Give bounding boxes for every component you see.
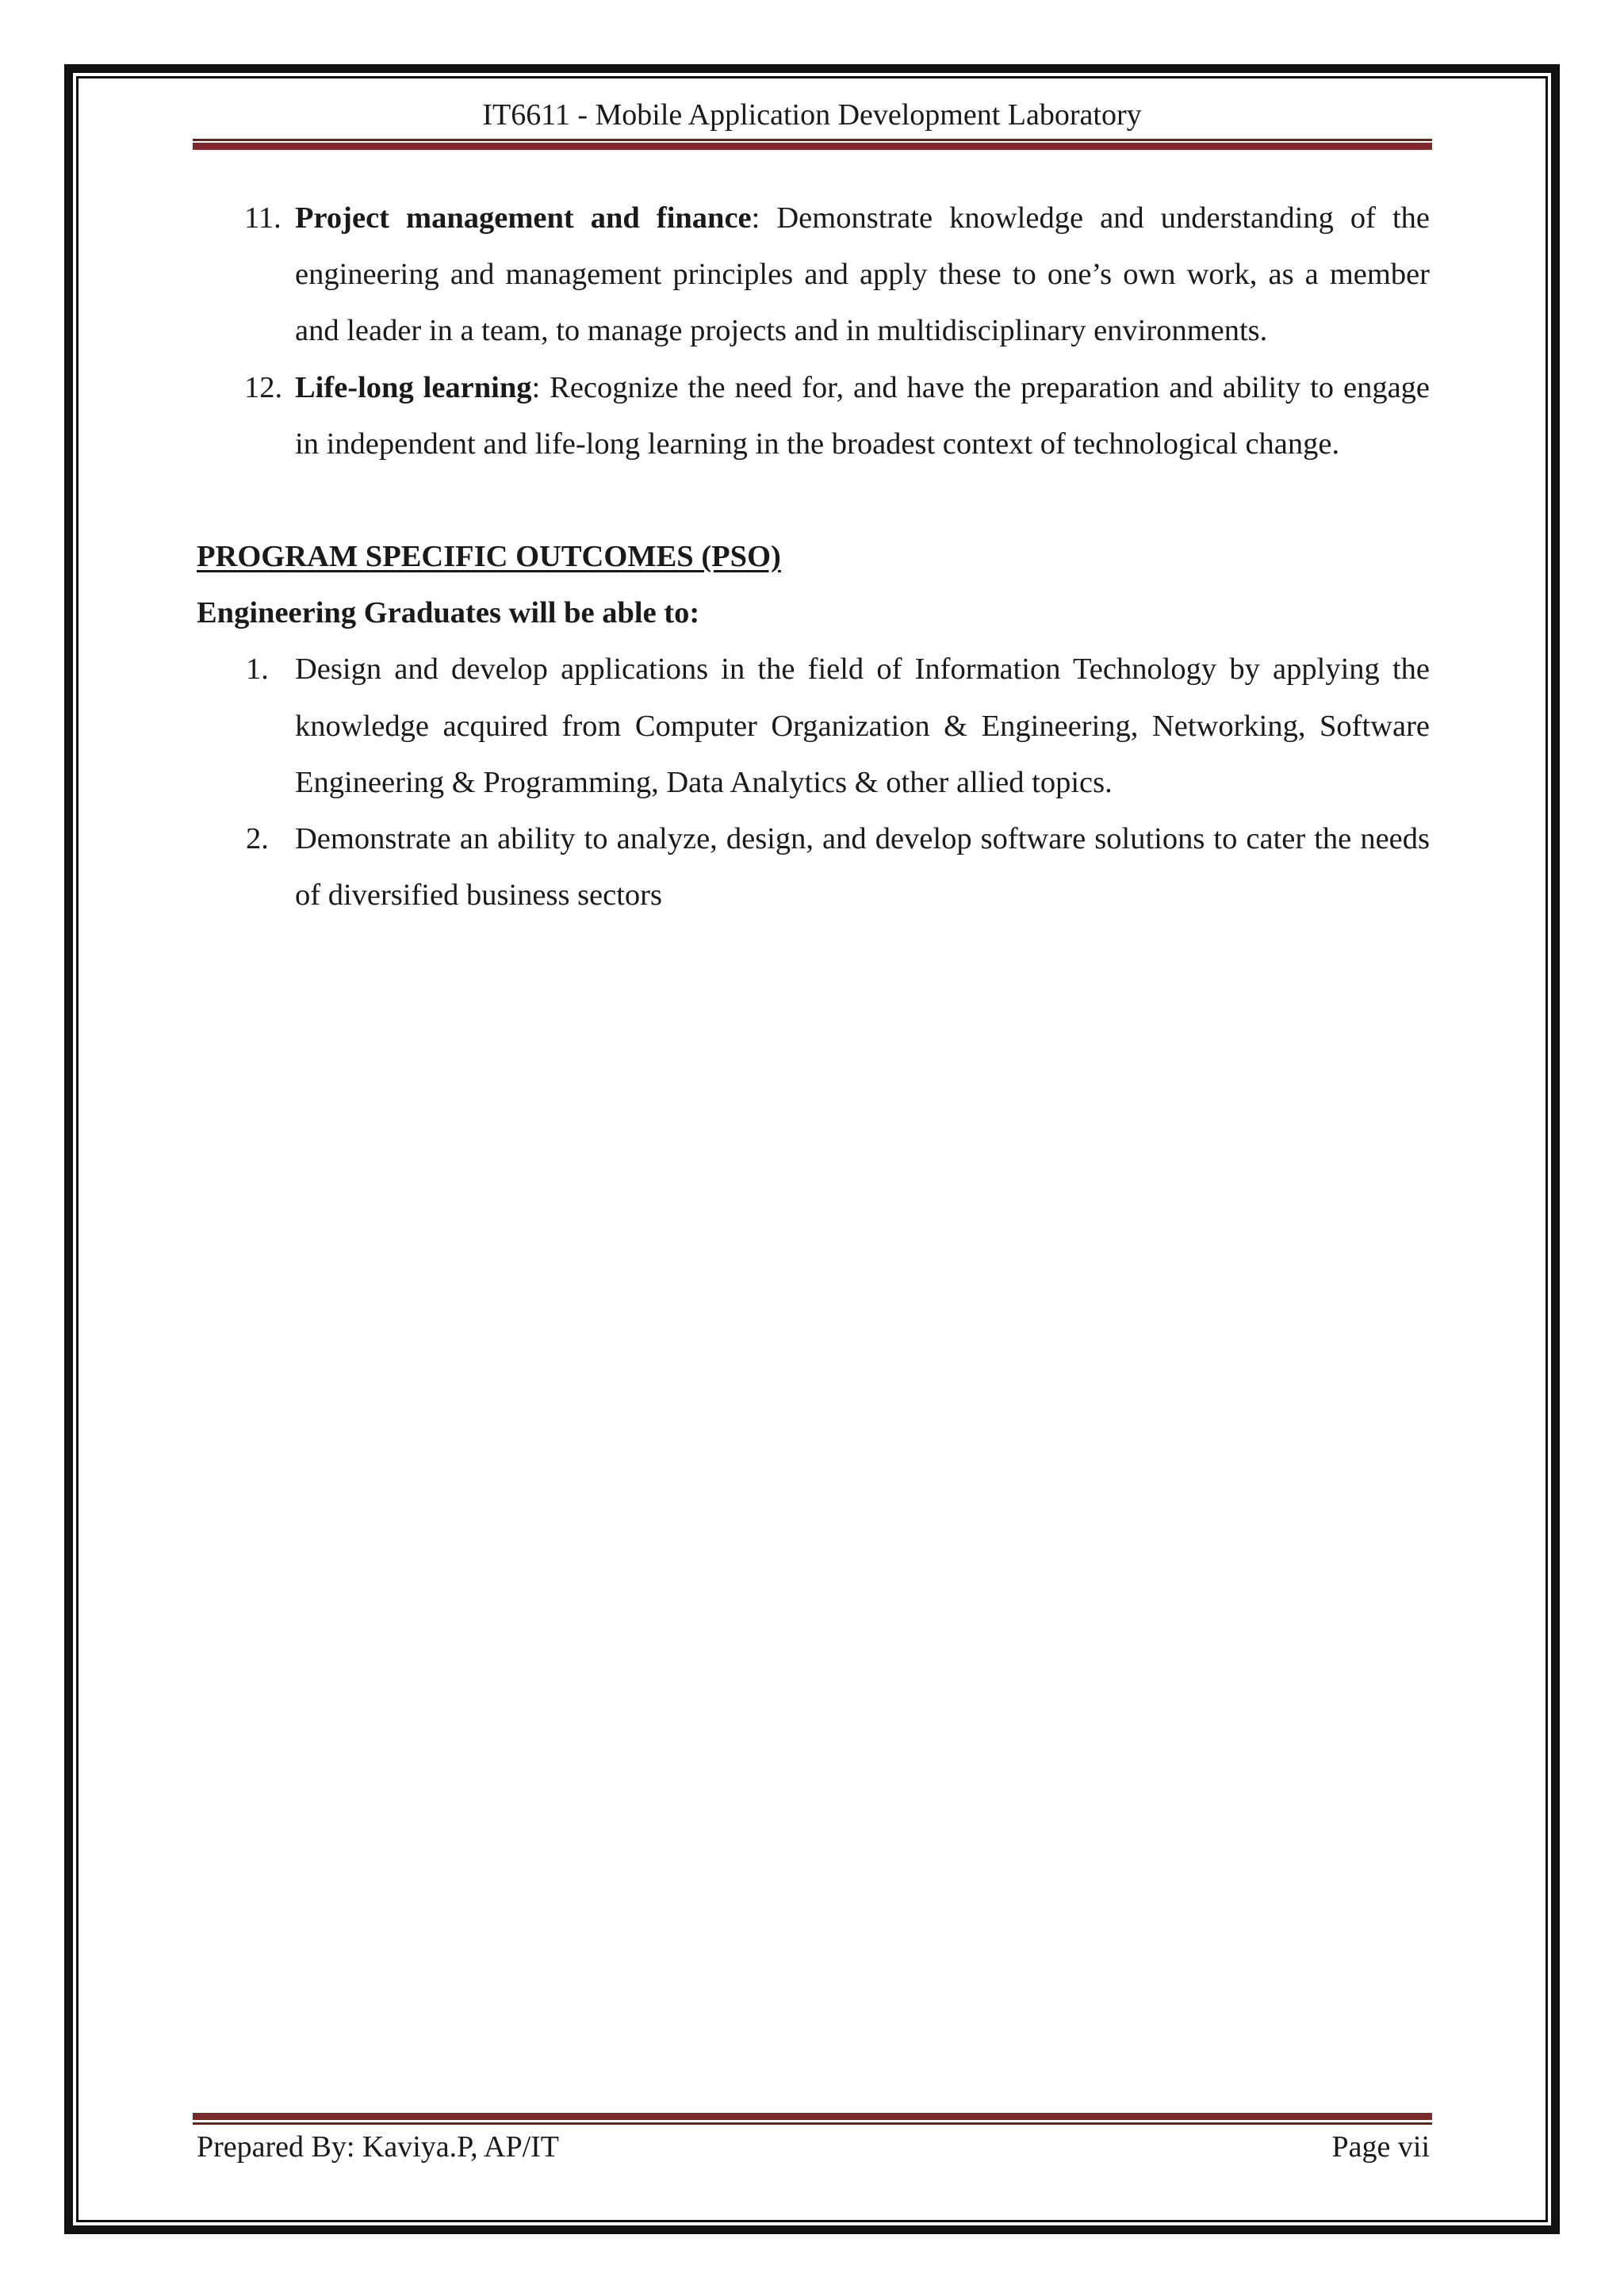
outcome-text: : Demonstrate knowledge and understanding of the engineering and management principles and apply these to one’s own work, as a member and leader in a team, to manage projects and in multidisciplinary environments. bbox=[295, 201, 1430, 348]
footer-page-number: Page vii bbox=[1331, 2130, 1430, 2164]
header-rule-thick bbox=[193, 143, 1432, 150]
pso-text: Demonstrate an ability to analyze, design, and develop software solutions to cater the needs of diversified business sectors bbox=[295, 822, 1430, 913]
outcome-item-11 bbox=[197, 190, 1430, 360]
outcome-number: 11. bbox=[244, 201, 282, 235]
footer-rule-thin bbox=[193, 2122, 1432, 2125]
outcome-text: : Recognize the need for, and have the preparation and ability to engage in independent and life-long learning in the broadest context of technological change. bbox=[295, 370, 1430, 461]
pso-text: Design and develop applications in the field of Information Technology by applying the knowledge acquired from Computer Organization & Engineering, Networking, Software Engineering & Programming, Data Analytics & other allied topics. bbox=[295, 652, 1430, 799]
outcome-title: Project management and finance bbox=[295, 201, 752, 235]
pso-number: 2. bbox=[246, 822, 269, 856]
header-rule-thin bbox=[193, 139, 1432, 141]
outcome-item-12 bbox=[197, 360, 1430, 473]
header-title: IT6611 - Mobile Application Development Laboratory bbox=[482, 98, 1142, 132]
outcome-number: 12. bbox=[244, 370, 283, 404]
footer-prepared-by: Prepared By: Kaviya.P, AP/IT bbox=[197, 2130, 560, 2164]
pso-heading: PROGRAM SPECIFIC OUTCOMES (PSO) bbox=[197, 540, 781, 574]
footer-rule-thick bbox=[193, 2113, 1432, 2120]
outcome-title: Life-long learning bbox=[295, 370, 532, 404]
pso-number: 1. bbox=[246, 652, 269, 687]
page-content bbox=[197, 190, 1430, 924]
pso-subheading: Engineering Graduates will be able to: bbox=[197, 596, 700, 630]
pso-item-2 bbox=[197, 811, 1430, 924]
pso-item-1 bbox=[197, 641, 1430, 811]
